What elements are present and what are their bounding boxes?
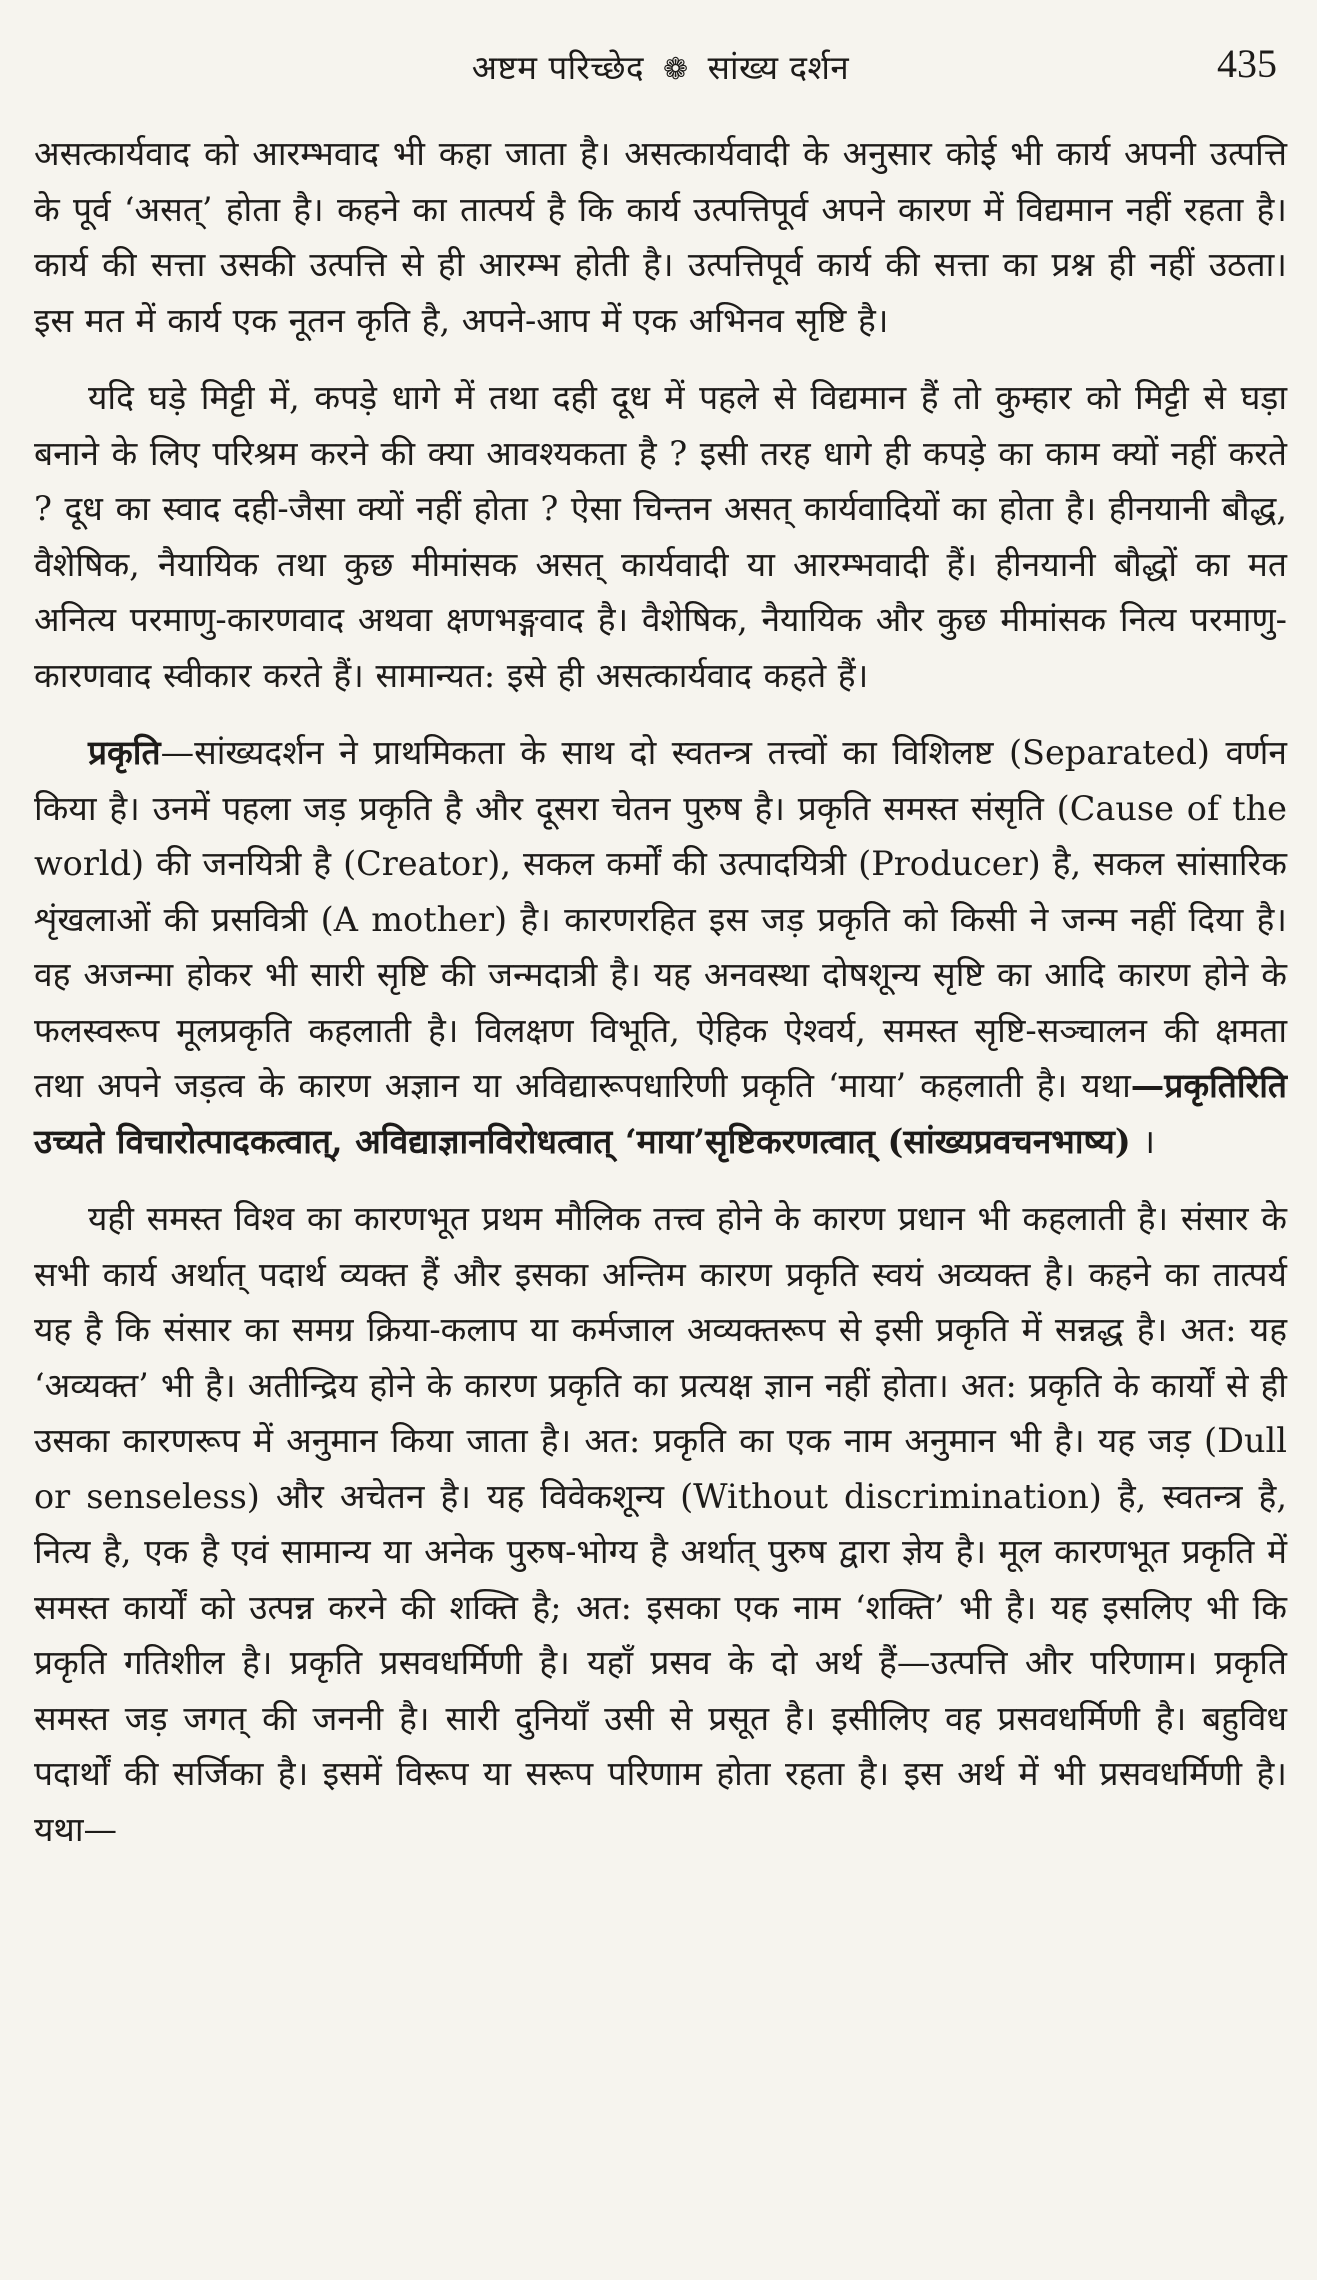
paragraph-4: यही समस्त विश्व का कारणभूत प्रथम मौलिक तत्त्व होने के कारण प्रधान भी कहलाती है। संसार के सभी कार्य अर्थात् पदार्थ व्यक्त हैं और इसका अन्तिम कारण प्रकृति स्वयं अव्यक्त है। कहने का तात्पर्य यह है कि संसार का समग्र क्रिया-कलाप या कर्मजाल अव्यक्तरूप से इसी प्रकृति में सन्नद्ध है। अत: यह ‘अव्यक्त’ भी है। अतीन्द्रिय होने के कारण प्रकृति का प्रत्यक्ष ज्ञान नहीं होता। अत: प्रकृति के कार्यों से ही उसका कारणरूप में अनुमान किया जाता है। अत: प्रकृति का एक नाम अनुमान भी है। यह जड़ (Dull or senseless) और अचेतन है। यह विवेकशून्य (Without discrimination) है, स्वतन्त्र है, नित्य है, एक है एवं सामान्य या अनेक पुरुष-भोग्य है अर्थात् पुरुष द्वारा ज्ञेय है। मूल कारणभूत प्रकृति में समस्त कार्यों को उत्पन्न करने की शक्ति है; अत: इसका एक नाम ‘शक्ति’ भी है। यह इसलिए भी कि प्रकृति गतिशील है। प्रकृति प्रसवधर्मिणी है। यहाँ प्रसव के दो अर्थ हैं—उत्पत्ति और परिणाम। प्रकृति समस्त जड़ जगत् की जननी है। सारी दुनियाँ उसी से प्रसूत है। इसीलिए वह प्रसवधर्मिणी है। बहुविध पदार्थों की सर्जिका है। इसमें विरूप या सरूप परिणाम होता रहता है। इस अर्थ में भी प्रसवधर्मिणी है। यथा— [34,1199,1287,1849]
paragraph-3-end: । [1130,1121,1156,1161]
chapter-title: अष्टम परिच्छेद [471,48,645,87]
prakriti-heading: प्रकृति [88,733,161,772]
paragraph-2: यदि घड़े मिट्टी में, कपड़े धागे में तथा दही दूध में पहले से विद्यमान हैं तो कुम्हार को मिट्टी से घड़ा बनाने के लिए परिश्रम करने की क्या आवश्यकता है ? इसी तरह धागे ही कपड़े का काम क्यों नहीं करते ? दूध का स्वाद दही-जैसा क्यों नहीं होता ? ऐसा चिन्तन असत् कार्यवादियों का होता है। हीनयानी बौद्ध, वैशेषिक, नैयायिक तथा कुछ मीमांसक असत् कार्यवादी या आरम्भवादी हैं। हीनयानी बौद्धों का मत अनित्य परमाणु-कारणवाद अथवा क्षणभङ्गवाद है। वैशेषिक, नैयायिक और कुछ मीमांसक नित्य परमाणु-कारणवाद स्वीकार करते हैं। सामान्यत: इसे ही असत्कार्यवाद कहते हैं। [34,378,1287,695]
flower-separator-icon: ❁ [663,52,689,87]
page-header [34,38,1287,108]
paragraph-1: असत्कार्यवाद को आरम्भवाद भी कहा जाता है। असत्कार्यवादी के अनुसार कोई भी कार्य अपनी उत्पत्ति के पूर्व ‘असत्’ होता है। कहने का तात्पर्य है कि कार्य उत्पत्तिपूर्व अपने कारण में विद्यमान नहीं रहता है। कार्य की सत्ता उसकी उत्पत्ति से ही आरम्भ होती है। उत्पत्तिपूर्व कार्य की सत्ता का प्रश्न ही नहीं उठता। इस मत में कार्य एक नूतन कृति है, अपने-आप में एक अभिनव सृष्टि है। [34,134,1287,340]
section-title: सांख्य दर्शन [707,48,850,87]
paragraph-3 [34,725,1287,1169]
page-number: 435 [1217,41,1277,86]
body-text [34,126,1287,1857]
paragraph-3-body: —सांख्यदर्शन ने प्राथमिकता के साथ दो स्वतन्त्र तत्त्वों का विशिलष्ट (Separated) वर्णन किया है। उनमें पहला जड़ प्रकृति है और दूसरा चेतन पुरुष है। प्रकृति समस्त संसृति (Cause of the world) की जनयित्री है (Creator), सकल कर्मों की उत्पादयित्री (Producer) है, सकल सांसारिक शृंखलाओं की प्रसवित्री (A mother) है। कारणरहित इस जड़ प्रकृति को किसी ने जन्म नहीं दिया है। वह अजन्मा होकर भी सारी सृष्टि की जन्मदात्री है। यह अनवस्था दोषशून्य सृष्टि का आदि कारण होने के फलस्वरूप मूलप्रकृति कहलाती है। विलक्षण विभूति, ऐहिक ऐश्वर्य, समस्त सृष्टि-सञ्चालन की क्षमता तथा अपने जड़त्व के कारण अज्ञान या अविद्यारूपधारिणी प्रकृति ‘माया’ कहलाती है। यथा [34,733,1287,1105]
running-title [34,44,1287,89]
sanskrit-quote: —प्रकृतिरिति उच्यते विचारोत्पादकत्वात्, अविद्याज्ञानविरोधत्वात् ‘माया’सृष्टिकरणत्वात् (सांख्यप्रवचनभाष्य) [34,1066,1287,1161]
